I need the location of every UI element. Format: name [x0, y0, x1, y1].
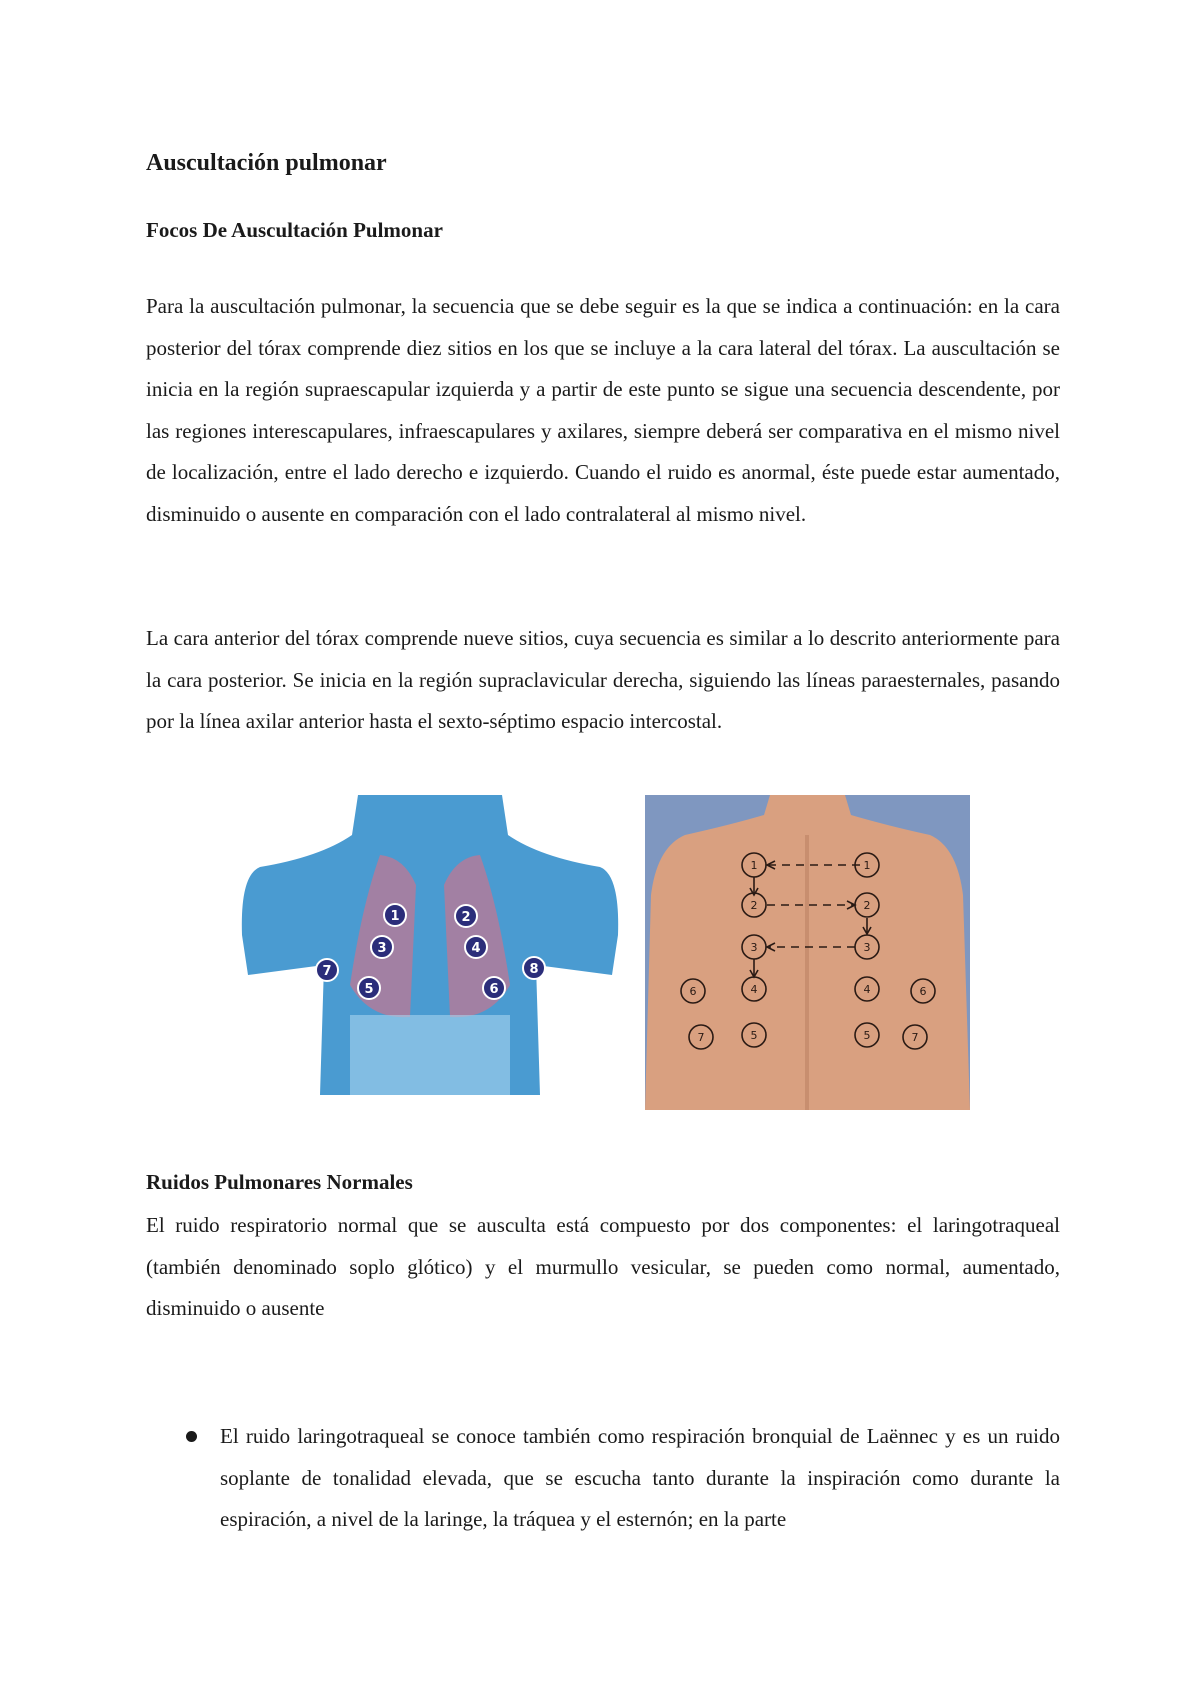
marker-label: 4	[471, 941, 481, 956]
document-title: Auscultación pulmonar	[146, 150, 387, 176]
marker-label: 3	[863, 941, 871, 954]
marker-label: 5	[364, 982, 374, 997]
back-lungs-illustration	[240, 795, 620, 1095]
marker-3	[371, 936, 393, 958]
marker-1	[384, 904, 406, 926]
marker-label: 2	[750, 899, 758, 912]
marker-label: 2	[863, 899, 871, 912]
marker-4	[465, 936, 487, 958]
lower-back-shade	[350, 1015, 510, 1095]
bullet-list	[146, 1416, 1060, 1541]
marker-label: 4	[863, 983, 871, 996]
marker-8	[523, 957, 545, 979]
marker-label: 3	[377, 941, 387, 956]
marker-label: 5	[750, 1029, 758, 1042]
marker-label: 7	[322, 964, 332, 979]
marker-label: 2	[461, 910, 471, 925]
paragraph-posterior: Para la auscultación pulmonar, la secuencia que se debe seguir es la que se indica a continuación: en la cara posterior del tórax comprende diez sitios en los que se incluye a la cara lateral del tórax. La auscultación se inicia en la región supraescapular izquierda y a partir de este punto se sigue una secuencia descendente, por las regiones interescapulares, infraescapulares y axilares, siempre deberá ser comparativa en el mismo nivel de localización, entre el lado derecho e izquierdo. Cuando el ruido es anormal, éste puede estar aumentado, disminuido o ausente en comparación con el lado contralateral al mismo nivel.	[146, 294, 1060, 526]
paragraph-anterior: La cara anterior del tórax comprende nueve sitios, cuya secuencia es similar a lo descrito anteriormente para la cara posterior. Se inicia en la región supraclavicular derecha, siguiendo las líneas paraesternales, pasando por la línea axilar anterior hasta el sexto-séptimo espacio intercostal.	[146, 626, 1060, 733]
marker-label: 6	[919, 985, 927, 998]
marker-label: 1	[750, 859, 758, 872]
marker-label: 8	[529, 962, 539, 977]
marker-label: 4	[750, 983, 758, 996]
marker-5	[358, 977, 380, 999]
marker-label: 7	[911, 1031, 919, 1044]
marker-label: 3	[750, 941, 758, 954]
marker-label: 6	[689, 985, 697, 998]
marker-6	[483, 977, 505, 999]
marker-label: 7	[697, 1031, 705, 1044]
paragraph-ruidos: El ruido respiratorio normal que se ausculta está compuesto por dos componentes: el laringotraqueal (también denominado soplo glótico) y el murmullo vesicular, se pueden como normal, aumentado, disminuido o ausente	[146, 1213, 1060, 1320]
section-heading-focos: Focos De Auscultación Pulmonar	[146, 218, 443, 242]
back-photo-illustration	[645, 795, 970, 1110]
list-item-text: El ruido laringotraqueal se conoce también como respiración bronquial de Laënnec y es un ruido soplante de tonalidad elevada, que se escucha tanto durante la inspiración como durante la espiración, a nivel de la laringe, la tráquea y el esternón; en la parte	[220, 1424, 1060, 1531]
section-heading-ruidos: Ruidos Pulmonares Normales	[146, 1170, 413, 1194]
marker-label: 6	[489, 982, 499, 997]
marker-label: 1	[390, 909, 400, 924]
list-item	[146, 1416, 1060, 1541]
marker-label: 1	[863, 859, 871, 872]
marker-2	[455, 905, 477, 927]
marker-7	[316, 959, 338, 981]
bullet-icon	[186, 1431, 197, 1442]
marker-label: 5	[863, 1029, 871, 1042]
